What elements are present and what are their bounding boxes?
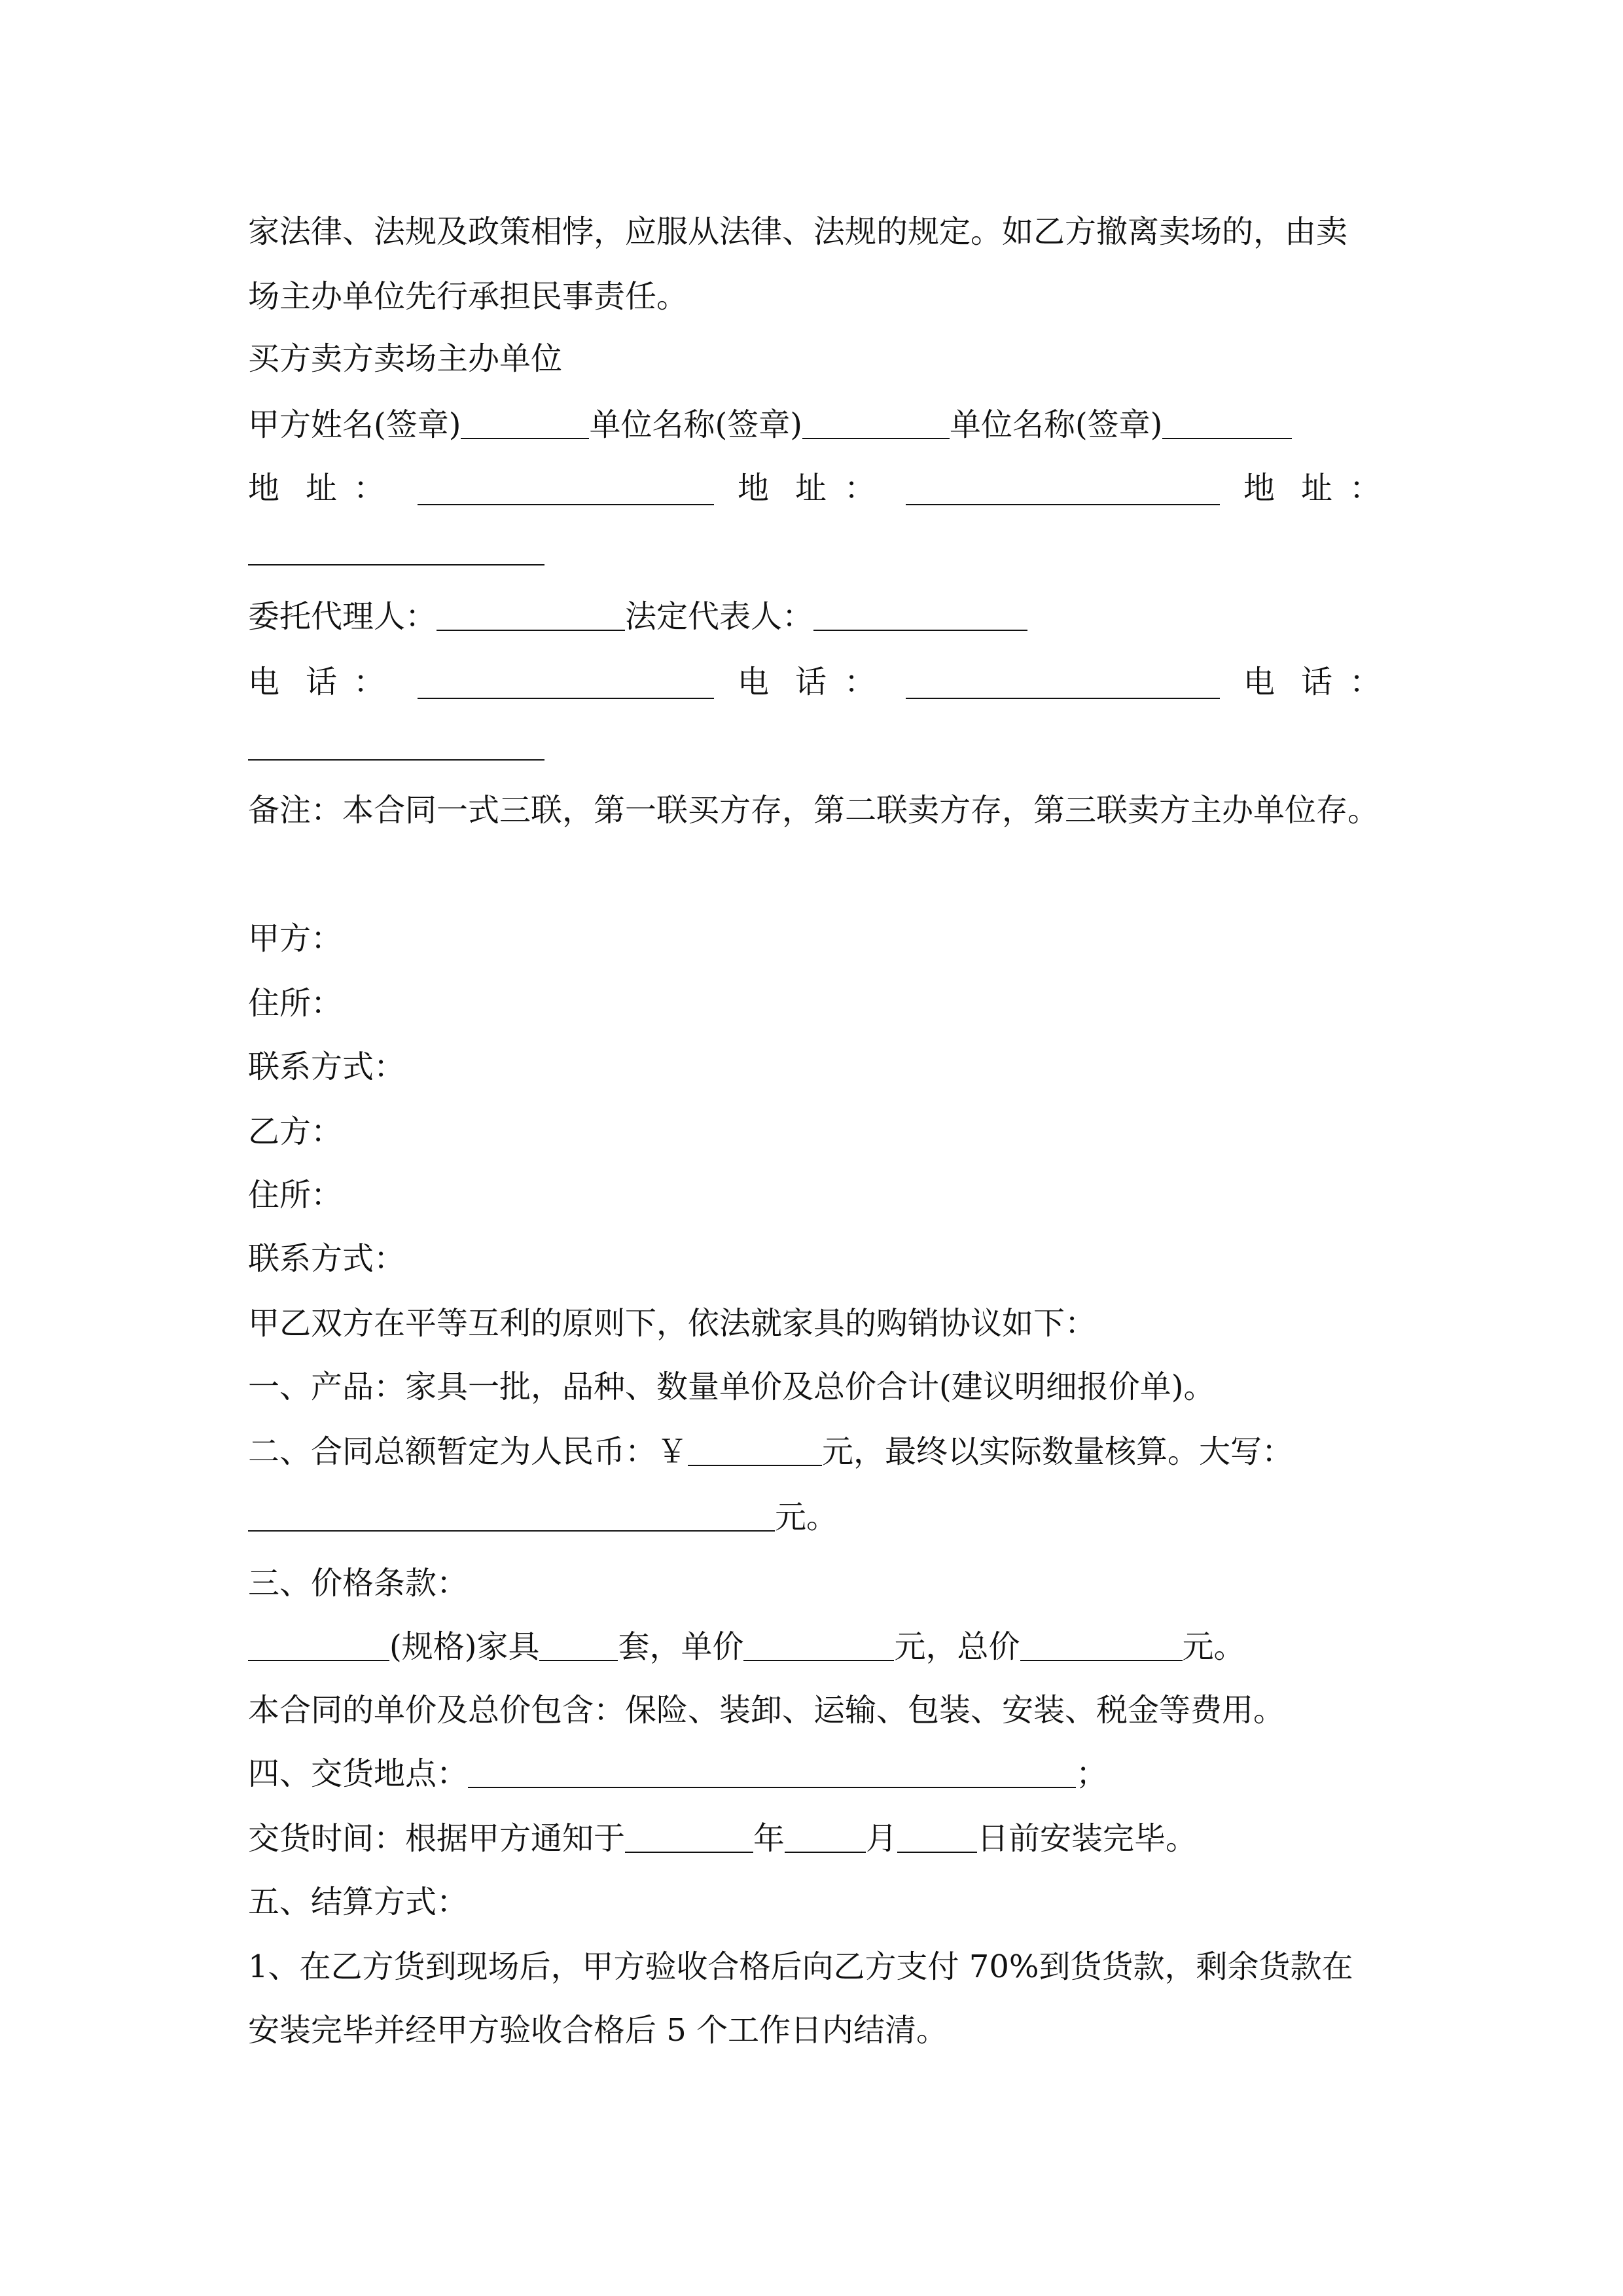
label: 电 [248, 664, 280, 700]
label: 日前安装完毕。 [977, 1820, 1198, 1857]
blank-field[interactable] [802, 404, 950, 439]
label: 电 [1243, 664, 1275, 700]
label: 四、交货地点： [248, 1755, 469, 1792]
label: ： [1349, 470, 1382, 507]
label: 元。 [775, 1499, 838, 1535]
uppercase-amount-blank[interactable] [248, 1496, 775, 1532]
label: ： [844, 470, 876, 507]
party-b-label: 乙方： [248, 1113, 343, 1150]
label: 元，总价 [894, 1628, 1020, 1665]
label: 年 [753, 1820, 785, 1857]
label: ： [353, 664, 385, 700]
party-a-contact-label: 联系方式： [248, 1049, 406, 1085]
settlement-item: 安装完毕并经甲方验收合格后 5 个工作日内结清。 [248, 2012, 948, 2049]
party-a-label: 甲方： [248, 920, 343, 957]
section-2-uppercase [248, 1496, 838, 1538]
party-b-address-label: 住所： [248, 1177, 343, 1213]
blank-field[interactable] [1162, 404, 1292, 439]
unit-price-blank[interactable] [743, 1626, 894, 1661]
paragraph-line: 家法律、法规及政策相悖，应服从法律、法规的规定。如乙方撤离卖场的，由卖 [248, 213, 1348, 250]
blank-field[interactable] [418, 698, 714, 699]
spec-blank[interactable] [248, 1626, 389, 1661]
label: 元，最终以实际数量核算。大写： [822, 1433, 1294, 1470]
price-includes: 本合同的单价及总价包含：保险、装卸、运输、包装、安装、税金等费用。 [248, 1692, 1285, 1729]
blank-field[interactable] [461, 404, 589, 439]
label: 月 [866, 1820, 898, 1857]
label: 话 [306, 664, 338, 700]
label: ： [353, 470, 385, 507]
label: 电 [738, 664, 770, 700]
section-1: 一、产品：家具一批，品种、数量单价及总价合计(建议明细报价单)。 [248, 1369, 1215, 1405]
label: ： [1349, 664, 1382, 700]
blank-field[interactable] [437, 596, 625, 631]
label: 法定代表人： [625, 598, 814, 635]
section-3-title: 三、价格条款： [248, 1565, 469, 1602]
label: 交货时间：根据甲方通知于 [248, 1820, 626, 1857]
price-line [248, 1626, 1245, 1668]
month-blank[interactable] [785, 1818, 866, 1853]
blank-field[interactable] [906, 698, 1220, 699]
note: 备注：本合同一式三联，第一联买方存，第二联卖方存，第三联卖方主办单位存。 [248, 792, 1380, 829]
label: 委托代理人： [248, 598, 437, 635]
label: 址 [795, 470, 827, 507]
agent-line [248, 596, 1027, 637]
amount-blank[interactable] [688, 1431, 822, 1466]
blank-field[interactable] [248, 564, 544, 565]
party-b-contact-label: 联系方式： [248, 1240, 406, 1277]
parties-header: 买方卖方卖场主办单位 [248, 340, 563, 377]
label: 话 [1301, 664, 1333, 700]
blank-field[interactable] [418, 504, 714, 505]
blank-field[interactable] [248, 759, 544, 761]
settlement-item: 1、在乙方货到现场后，甲方验收合格后向乙方支付 70%到货货款，剩余货款在 [248, 1948, 1353, 1985]
label: 地 [738, 470, 770, 507]
label: ： [844, 664, 876, 700]
section-4 [248, 1753, 1107, 1795]
section-2 [248, 1431, 1293, 1473]
signature-line [248, 404, 1292, 446]
intro: 甲乙双方在平等互利的原则下，依法就家具的购销协议如下： [248, 1305, 1097, 1342]
label: 话 [795, 664, 827, 700]
label: 地 [1243, 470, 1275, 507]
label: 址 [306, 470, 338, 507]
blank-field[interactable] [813, 596, 1027, 631]
label: 套，单价 [618, 1628, 744, 1665]
label: ； [1076, 1755, 1108, 1792]
label: 单位名称(签章) [589, 406, 802, 443]
quantity-blank[interactable] [539, 1626, 618, 1661]
label: 二、合同总额暂定为人民币：￥ [248, 1433, 688, 1470]
total-price-blank[interactable] [1020, 1626, 1183, 1661]
day-blank[interactable] [897, 1818, 977, 1853]
delivery-place-blank[interactable] [468, 1753, 1076, 1788]
delivery-time [248, 1818, 1197, 1859]
label: 甲方姓名(签章) [248, 406, 461, 443]
section-5-title: 五、结算方式： [248, 1884, 469, 1920]
paragraph-line: 场主办单位先行承担民事责任。 [248, 278, 688, 315]
year-blank[interactable] [625, 1818, 753, 1853]
label: 单位名称(签章) [949, 406, 1163, 443]
blank-field[interactable] [906, 504, 1220, 505]
label: 地 [248, 470, 280, 507]
party-a-address-label: 住所： [248, 985, 343, 1022]
label: 元。 [1182, 1628, 1245, 1665]
label: 址 [1301, 470, 1333, 507]
label: (规格)家具 [389, 1628, 540, 1665]
